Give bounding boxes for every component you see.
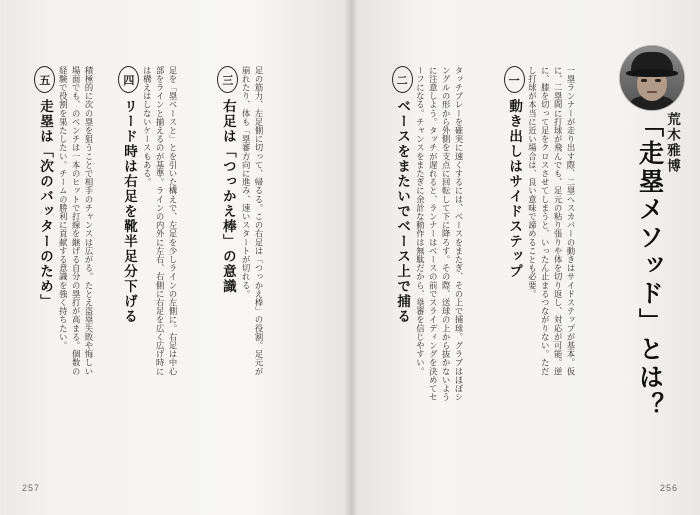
author-name: 荒木雅博 <box>665 112 680 174</box>
book-gutter-shadow <box>344 0 358 515</box>
section-1 <box>501 66 580 376</box>
section-2-number: 二 <box>392 66 413 93</box>
section-3 <box>214 66 268 376</box>
section-2-body: タッチプレーを確実に速くするには、ベースをまたぎ、その上で捕球。グラブはほぼシングルの形から外側を支点に回転して下に降ろす。その際、送球の上から抜かないように注意しよう。タッチが遅れると、ランナーはベースの前でスライディングを決めてセーフになる。チャンスをまたぎに余計な動作は無駄だから、塁審を信じやすい。 <box>415 66 463 402</box>
section-2-heading: ベースをまたいでベース上で捕る <box>395 99 411 324</box>
section-1-body: 一塁ランナーが走り出す際、二塁へスカバーの動きはサイドステップが基本。仮に、二塁間に打球が飛んでも、足元の粘り張りや体を切り返し、対応が可能。逆に、膝を切って足をクロスさせてしまうと、いったん止まるつながりない。ただし打球が本当に近い場合は、良い意味で諦めることも必要。 <box>527 66 575 376</box>
page-number-right: 256 <box>659 483 678 493</box>
section-4-number: 四 <box>118 66 139 93</box>
section-4-heading: リード時は右足を靴半足分下げる <box>122 99 138 324</box>
section-5-heading: 走塁は「次のバッターのため」 <box>38 99 54 309</box>
page-number-left: 257 <box>22 483 41 493</box>
section-5-number: 五 <box>34 66 55 93</box>
section-4-body: 足を「塁ベースと」とを引いた構えで、左足を少しラインの左側に。右足は中心部をラインと揃えるのが基準。ラインの内外に左右、右側に右足を広く広げ時には構えはしないケースもある。 <box>142 66 177 376</box>
section-1-number: 一 <box>504 66 525 93</box>
section-3-body: 足の筋力、左足側に切って、帰るる。この右足は「つっかえ棒」の役割。足元が崩れたり、体も「塁審方向に進み、速いスタートが切れる。 <box>241 66 263 376</box>
section-5-body: 積極的に次の塁を狙うことで相手のチャンスは広がる。たとえ盗塁失敗や悔しい場面でも、のベンチは一本のヒットで打線を継げる自分の塁打が高まる。個数の経験で役割を果たしたい。チームの勝利に貢献する意識を強く持ちたい。 <box>58 66 93 376</box>
page-title <box>634 112 686 442</box>
section-5 <box>31 66 98 376</box>
section-2 <box>389 66 468 406</box>
section-1-heading: 動き出しはサイドステップ <box>507 99 523 279</box>
title-main: 「走塁メソッド」とは？ <box>635 112 663 420</box>
section-3-number: 三 <box>217 66 238 93</box>
section-4 <box>115 66 182 376</box>
author-portrait-icon <box>620 46 684 110</box>
section-3-heading: 右足は「つっかえ棒」の意識 <box>220 99 236 294</box>
